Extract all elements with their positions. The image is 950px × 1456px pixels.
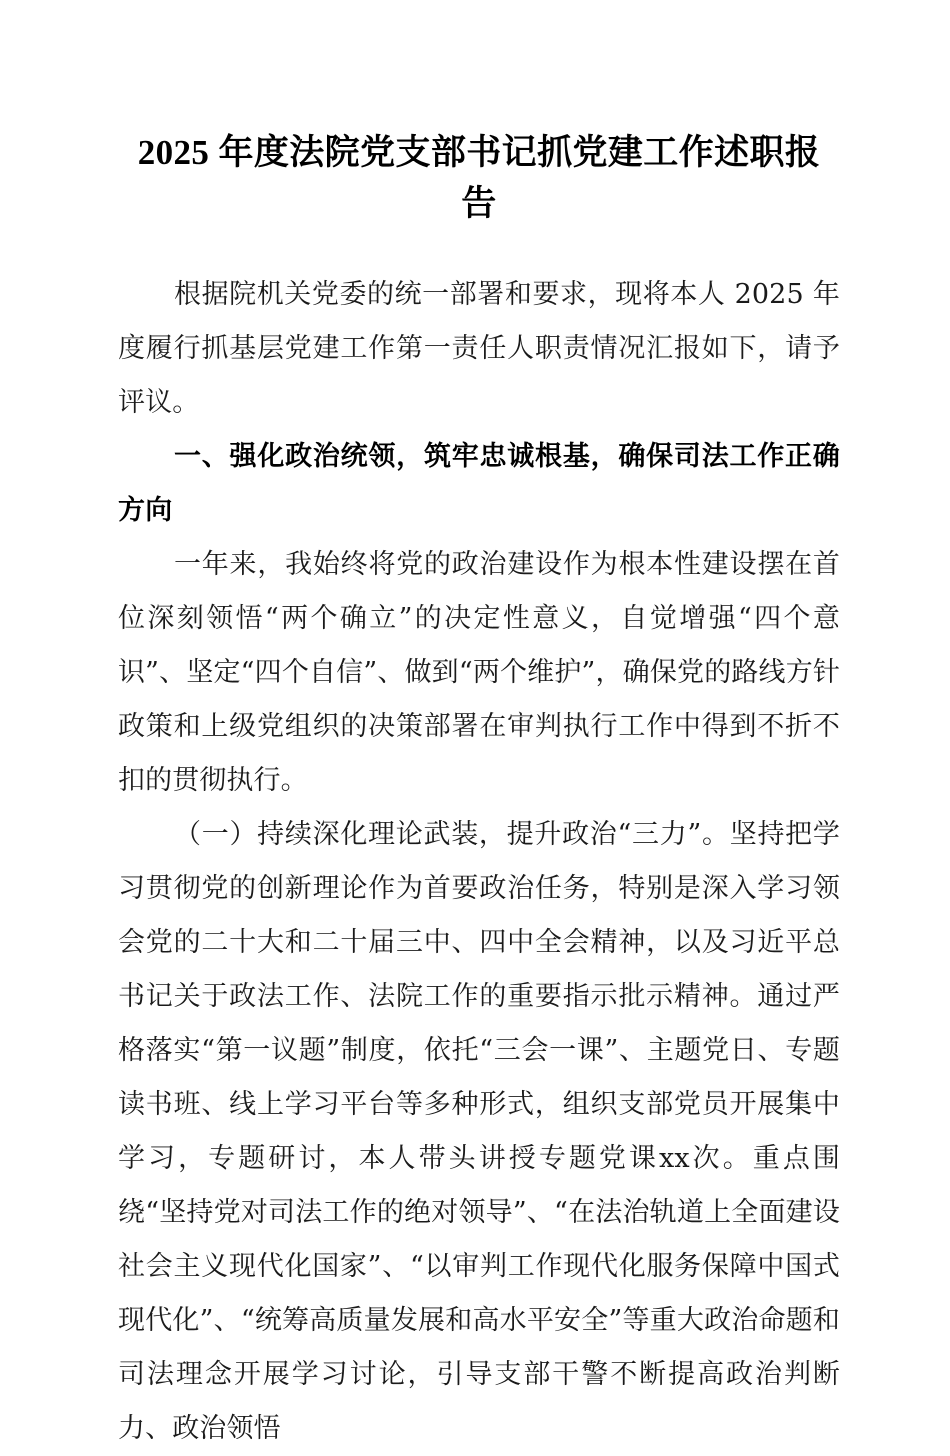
page-title	[118, 0, 840, 229]
page-title-line-2: 告	[461, 184, 497, 223]
intro-paragraph: 根据院机关党委的统一部署和要求，现将本人 2025 年度履行抓基层党建工作第一责任人职责情况汇报如下，请予评议。	[118, 279, 840, 418]
page-title-line-1: 2025 年度法院党支部书记抓党建工作述职报	[137, 133, 821, 172]
section-1-body-paragraph: 一年来，我始终将党的政治建设作为根本性建设摆在首位深刻领悟“两个确立”的决定性意义，自觉增强“四个意识”、坚定“四个自信”、做到“两个维护”，确保党的路线方针政策和上级党组织的决策部署在审判执行工作中得到不折不扣的贯彻执行。	[118, 549, 840, 796]
subsection-1-1-paragraph: （一）持续深化理论武装，提升政治“三力”。坚持把学习贯彻党的创新理论作为首要政治任务，特别是深入学习领会党的二十大和二十届三中、四中全会精神，以及习近平总书记关于政法工作、法院工作的重要指示批示精神。通过严格落实“第一议题”制度，依托“三会一课”、主题党日、专题读书班、线上学习平台等多种形式，组织支部党员开展集中学习，专题研讨，本人带头讲授专题党课xx次。重点围绕“坚持党对司法工作的绝对领导”、“在法治轨道上全面建设社会主义现代化国家”、“以审判工作现代化服务保障中国式现代化”、“统筹高质量发展和高水平安全”等重大政治命题和司法理念开展学习讨论，引导支部干警不断提高政治判断力、政治领悟	[118, 819, 840, 1444]
document-content	[118, 0, 840, 1456]
section-heading-1: 一、强化政治统领，筑牢忠诚根基，确保司法工作正确方向	[118, 441, 840, 526]
